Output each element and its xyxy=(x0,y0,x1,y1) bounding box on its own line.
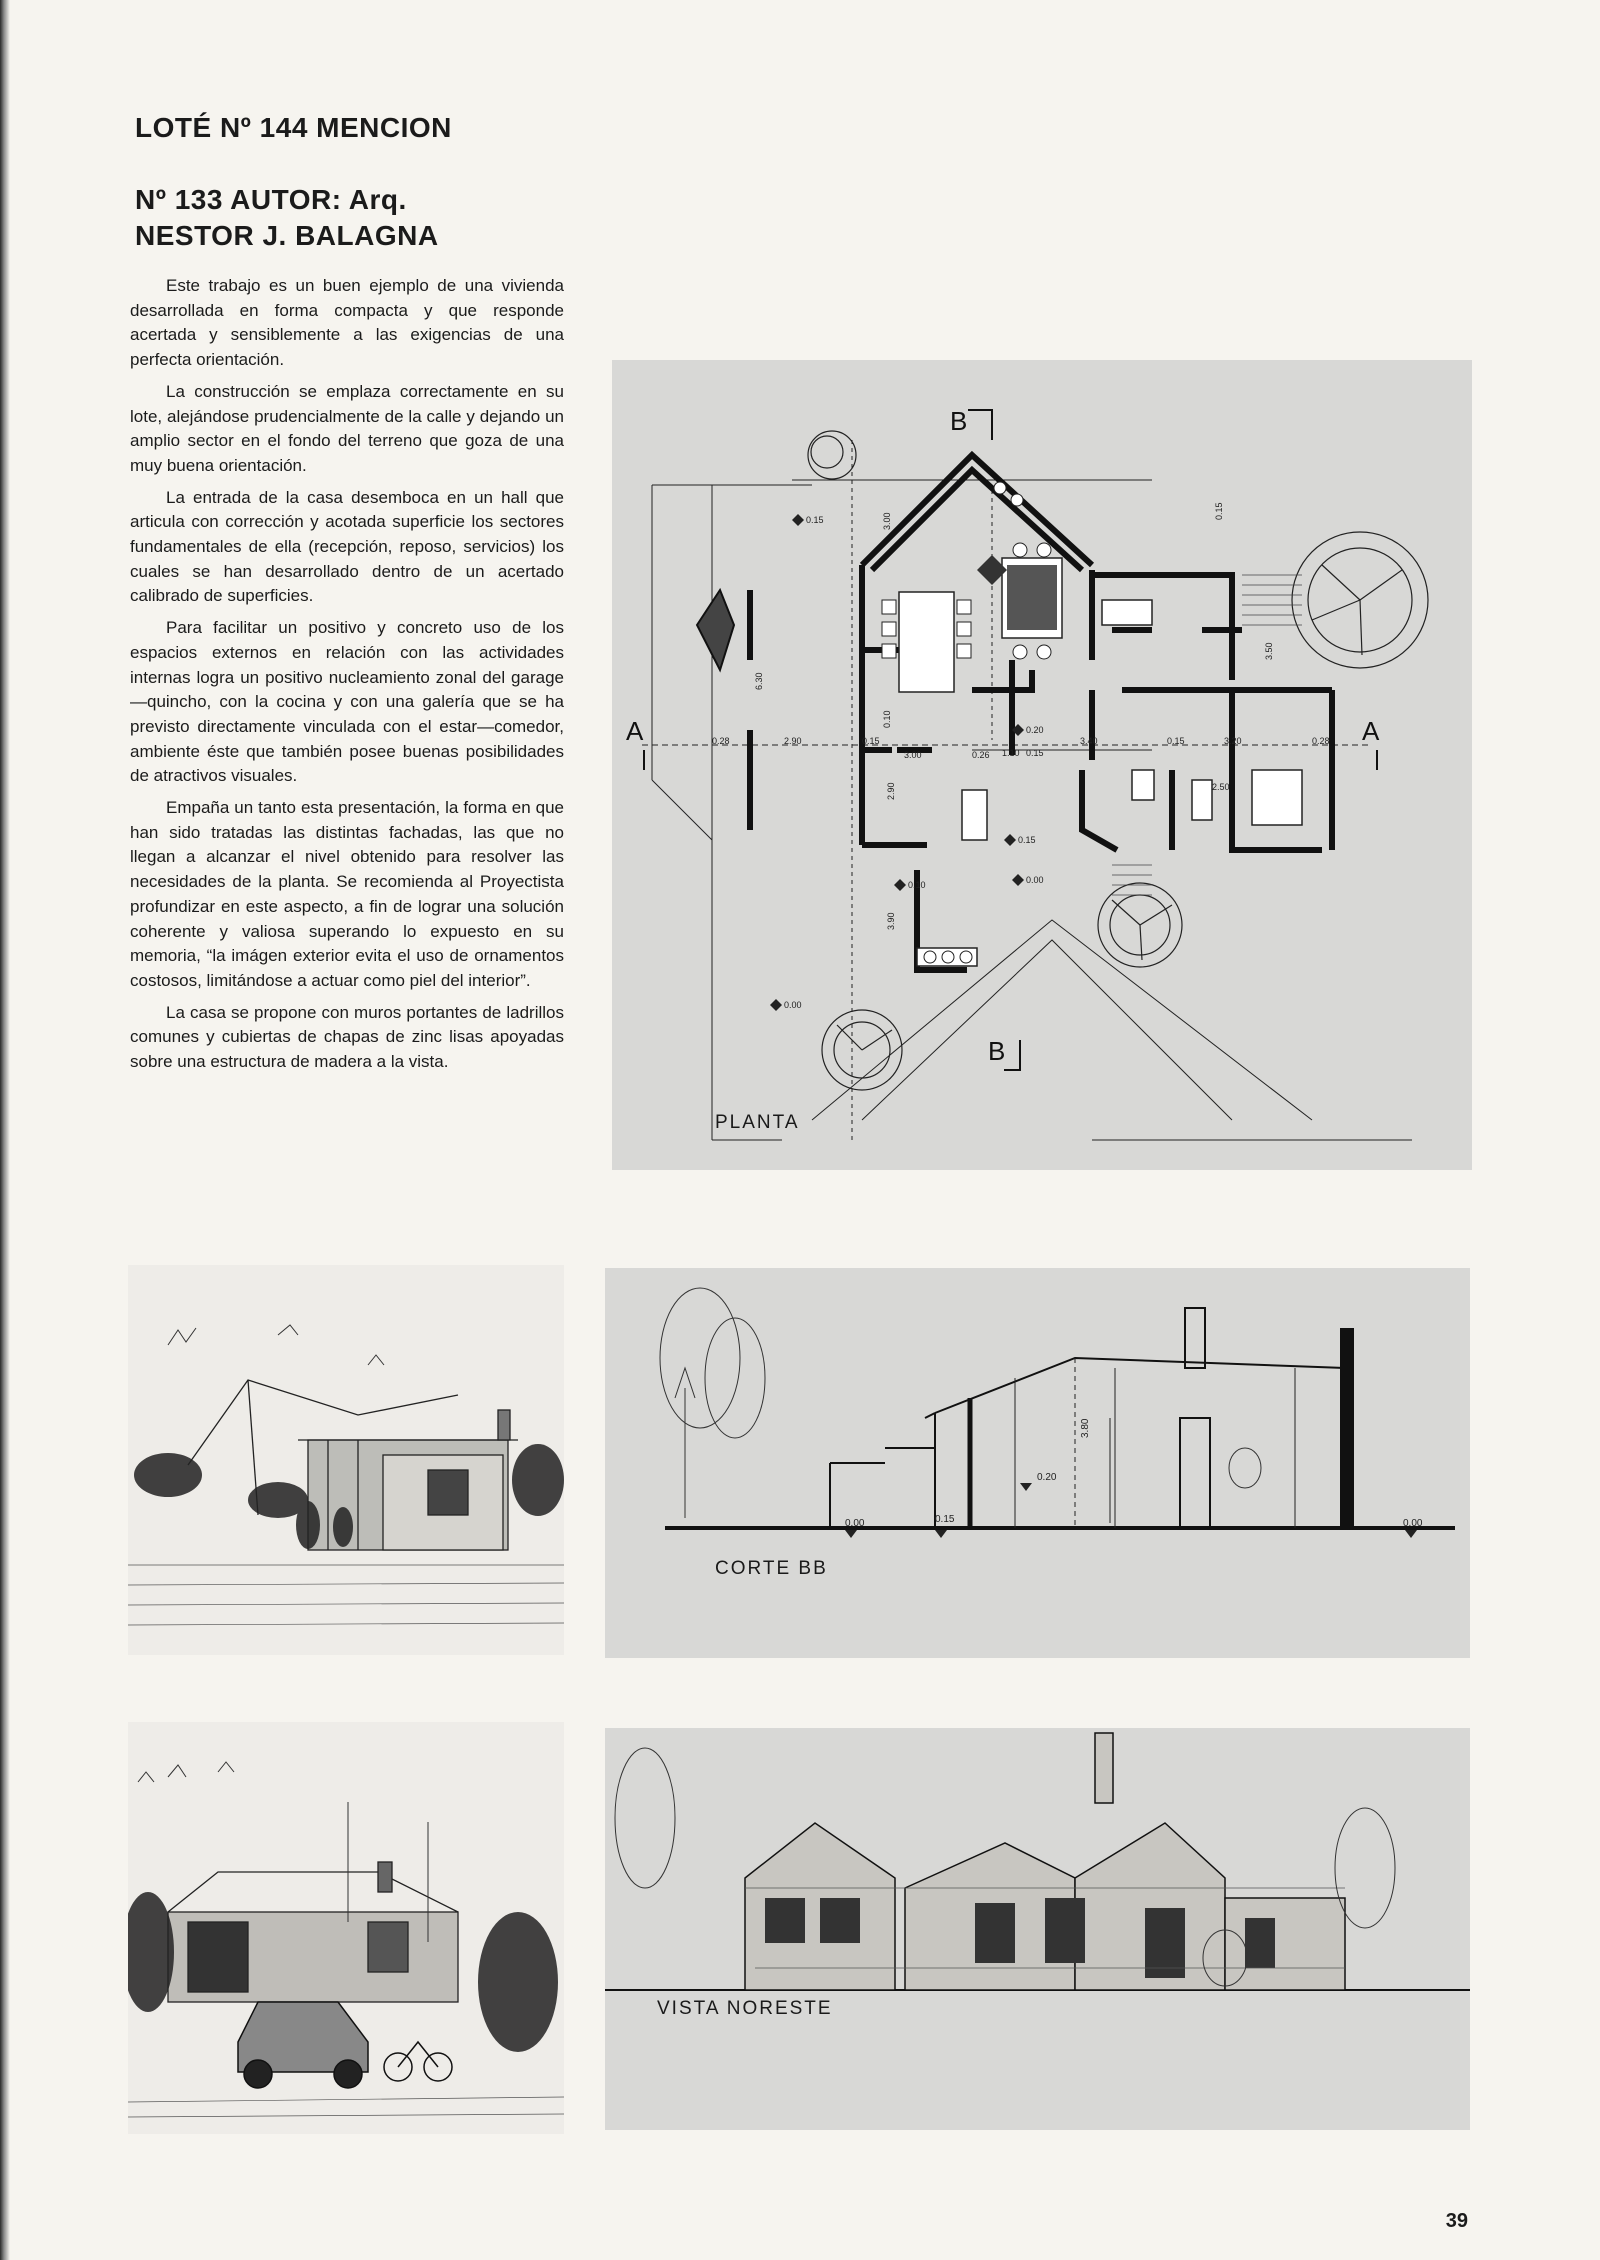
dim-text: 0.26 xyxy=(972,750,990,760)
dim-text: 0.15 xyxy=(862,736,880,746)
heading-autor xyxy=(135,182,439,254)
section-label: CORTE BB xyxy=(715,1558,828,1579)
dim-text: 3.20 xyxy=(1224,736,1242,746)
dim-text: 0.15 xyxy=(1167,736,1185,746)
floor-plan-drawing xyxy=(612,360,1472,1170)
page-binding-shadow xyxy=(0,0,10,2260)
paragraph: Este trabajo es un buen ejemplo de una vivienda desarrollada en forma compacta y que responde acertada y sensiblemente a las exigencias de una perfecta orientación. xyxy=(130,276,564,370)
dim-text: 3.80 xyxy=(1080,1418,1091,1438)
level-text: 0.00 xyxy=(845,1518,865,1529)
article-body xyxy=(130,274,564,1082)
heading-lote: LOTÉ Nº 144 MENCION xyxy=(135,112,452,143)
level-text: 0.20 xyxy=(1026,725,1044,735)
section-mark-a-right: A xyxy=(1362,716,1380,746)
dim-text: 3.00 xyxy=(882,512,892,530)
level-text: 0.00 xyxy=(784,1000,802,1010)
dim-text: 2.90 xyxy=(784,736,802,746)
dim-text: 0.15 xyxy=(1026,748,1044,758)
dim-text: 3.00 xyxy=(904,750,922,760)
heading-autor-line1: Nº 133 AUTOR: Arq. xyxy=(135,184,407,215)
dim-text: 6.30 xyxy=(754,672,764,690)
section-mark-b-bottom: B xyxy=(988,1036,1006,1066)
perspective-sketch-garage xyxy=(128,1722,564,2134)
plan-label: PLANTA xyxy=(715,1112,800,1133)
level-text: 0.00 xyxy=(1026,875,1044,885)
dim-text: 0.28 xyxy=(1312,736,1330,746)
section-svg xyxy=(605,1268,1470,1658)
page-number: 39 xyxy=(1445,2210,1468,2232)
dim-text: 3.90 xyxy=(886,912,896,930)
dim-text: 0.15 xyxy=(1214,502,1224,520)
floor-plan-svg xyxy=(612,360,1472,1170)
section-mark-b-top: B xyxy=(950,406,968,436)
perspective-sketch-front xyxy=(128,1265,564,1655)
paragraph: La entrada de la casa desemboca en un hall que articula con corrección y acotada superficie los sectores fundamentales de ella (recepción, reposo, servicios) los cuales se han desarrollado dentro de un acertado calibrado de superficies. xyxy=(130,487,564,606)
elevation-label: VISTA NORESTE xyxy=(657,1998,833,2019)
dim-text: 1.10 xyxy=(1002,748,1020,758)
paragraph: Para facilitar un positivo y concreto uso de los espacios externos en relación con las actividades internas logra un positivo nucleamiento zonal del garage—quincho, con la cocina y con una galería que se ha previsto directamente vinculada con el estar—comedor, ambiente éste que también posee buenas posibilidades de atractivos visuales. xyxy=(130,618,564,786)
level-text: 0.15 xyxy=(806,515,824,525)
paragraph: Empaña un tanto esta presentación, la forma en que han sido tratadas las distintas fachadas, las que no llegan a alcanzar el nivel obtenido para resolver las necesidades de la planta. Se recomienda al Proyectista profundizar en este aspecto, a fin de lograr una solución coherente y valiosa superando lo expuesto en su memoria, “la imágen exterior evita el uso de ornamentos costosos, limitándose a actuar como piel del interior”. xyxy=(130,798,564,990)
elevation-svg xyxy=(605,1728,1470,2130)
level-text: 0.20 xyxy=(1037,1472,1057,1483)
section-drawing xyxy=(605,1268,1470,1658)
elevation-drawing xyxy=(605,1728,1470,2130)
level-text: 0.00 xyxy=(1403,1518,1423,1529)
heading-autor-line2: NESTOR J. BALAGNA xyxy=(135,220,439,251)
dim-text: 3.50 xyxy=(1264,642,1274,660)
dim-text: 2.90 xyxy=(886,782,896,800)
dim-text: 0.10 xyxy=(882,710,892,728)
dim-text: 2.50 xyxy=(1212,782,1230,792)
level-text: 0.10 xyxy=(908,880,926,890)
dim-text: 0.28 xyxy=(712,736,730,746)
paragraph: La construcción se emplaza correctamente en su lote, alejándose prudencialmente de la calle y dejando un amplio sector en el fondo del terreno que goza de una muy buena orientación. xyxy=(130,381,564,475)
section-mark-a-left: A xyxy=(626,716,644,746)
level-text: 0.15 xyxy=(1018,835,1036,845)
paragraph: La casa se propone con muros portantes de ladrillos comunes y cubiertas de chapas de zinc lisas apoyadas sobre una estructura de madera a la vista. xyxy=(130,1002,564,1072)
level-text: 0.15 xyxy=(935,1514,955,1525)
dim-text: 3.40 xyxy=(1080,736,1098,746)
